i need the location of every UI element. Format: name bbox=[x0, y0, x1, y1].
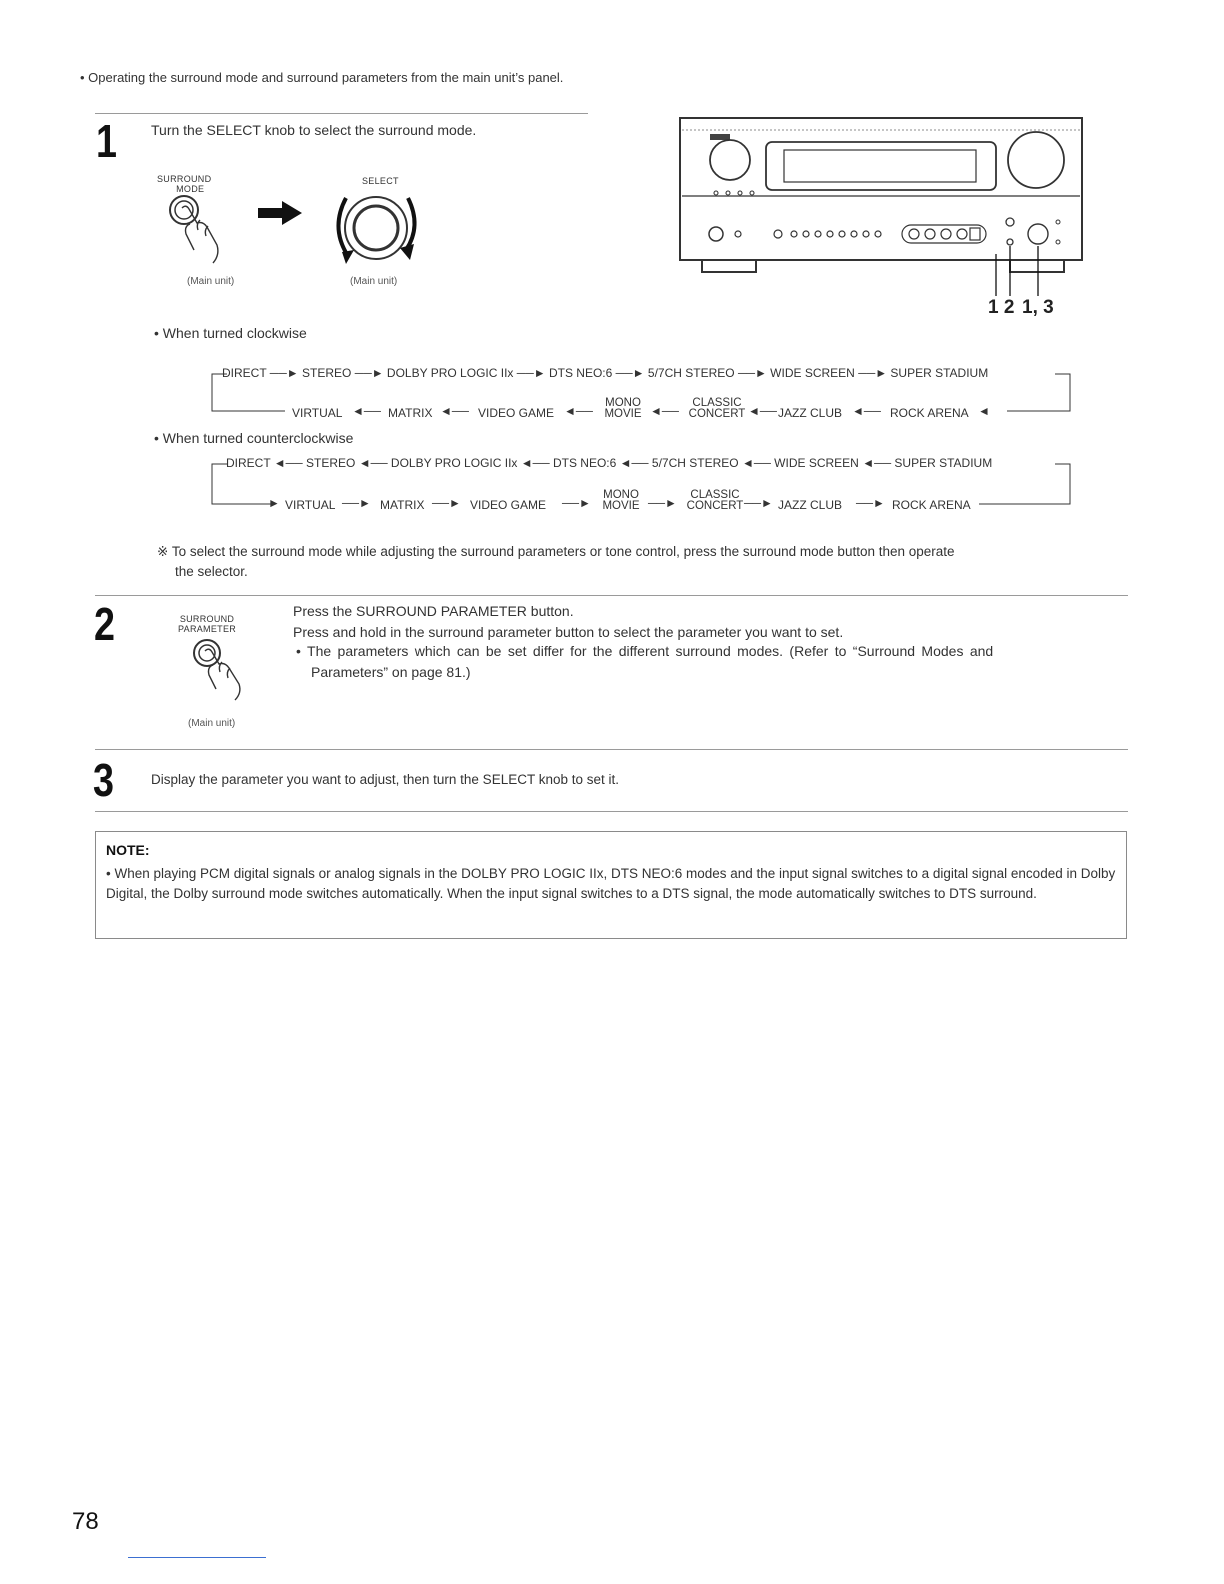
arrow-left-icon: ◄── bbox=[564, 404, 593, 418]
ccw-jazz-club: JAZZ CLUB bbox=[778, 498, 843, 512]
cw-classic-concert: CLASSIC CONCERT bbox=[688, 397, 746, 420]
cw-super-stadium: SUPER STADIUM bbox=[890, 366, 989, 380]
ccw-mono-movie: MONO MOVIE bbox=[602, 489, 640, 512]
surround-parameter-label: SURROUND PARAMETER bbox=[178, 614, 237, 634]
surround-mode-label: SURROUND MODE bbox=[157, 174, 212, 194]
step1-top-rule bbox=[95, 113, 588, 114]
step3-top-rule bbox=[95, 749, 1128, 750]
callout-label-b: 1, 3 bbox=[1022, 297, 1054, 318]
arrow-left-icon: ◄── bbox=[358, 456, 391, 470]
display-window-outer bbox=[766, 142, 996, 190]
select-knob-inner bbox=[354, 206, 398, 250]
step3-number: 3 bbox=[93, 754, 114, 806]
arrow-right-icon: ──► bbox=[342, 496, 371, 510]
ccw-wide-screen: WIDE SCREEN bbox=[774, 456, 859, 470]
arrow-left-icon: ◄── bbox=[520, 456, 553, 470]
counterclockwise-heading: • When turned counterclockwise bbox=[154, 430, 354, 446]
callout-label-a: 1 2 bbox=[988, 297, 1015, 318]
surround-mode-button bbox=[1006, 218, 1014, 226]
arrow-right-icon: ──► bbox=[562, 496, 591, 510]
arrow-right-icon: ──► bbox=[516, 366, 549, 380]
ccw-video-game: VIDEO GAME bbox=[470, 498, 547, 512]
select-knob bbox=[1028, 224, 1048, 244]
left-foot bbox=[702, 260, 756, 272]
phones-jack bbox=[735, 231, 741, 237]
front-jack-cluster bbox=[902, 225, 986, 243]
step1-instruction: Turn the SELECT knob to select the surround mode. bbox=[151, 122, 477, 138]
ccw-matrix: MATRIX bbox=[380, 498, 425, 512]
cw-virtual: VIRTUAL bbox=[292, 406, 343, 420]
arrow-right-icon: ──► bbox=[737, 366, 771, 380]
cw-dolby-pl2x: DOLBY PRO LOGIC IIx bbox=[386, 366, 514, 380]
step2-line3: • The parameters which can be set differ for the different surround modes. (Refer to “Surround Modes and bbox=[296, 643, 994, 659]
display-window-inner bbox=[784, 150, 976, 182]
surround-mode-button-illustration bbox=[160, 190, 260, 270]
left-knob bbox=[710, 140, 750, 180]
step2-number: 2 bbox=[94, 598, 115, 650]
cw-rock-arena: ROCK ARENA bbox=[890, 406, 969, 420]
step2-line1: Press the SURROUND PARAMETER button. bbox=[293, 603, 574, 619]
cw-stereo: STEREO bbox=[302, 366, 352, 380]
arrow-right-icon: ──► bbox=[856, 496, 885, 510]
arrow-left-icon: ◄── bbox=[619, 456, 652, 470]
pointing-hand-icon bbox=[182, 206, 218, 263]
step2-caption: (Main unit) bbox=[188, 718, 236, 729]
surround-parameter-button-illustration bbox=[192, 636, 272, 706]
arrow-left-icon: ◄── bbox=[748, 404, 777, 418]
page-number: 78 bbox=[72, 1508, 99, 1535]
ccw-57ch-stereo: 5/7CH STEREO bbox=[651, 456, 739, 470]
cw-matrix: MATRIX bbox=[388, 406, 433, 420]
arrow-left-icon: ◄── bbox=[852, 404, 881, 418]
caption-main-unit-left: (Main unit) bbox=[187, 276, 235, 287]
cw-wide-screen: WIDE SCREEN bbox=[770, 366, 855, 380]
caption-main-unit-right: (Main unit) bbox=[350, 276, 398, 287]
power-button bbox=[709, 227, 723, 241]
rotate-left-arrow-icon bbox=[338, 198, 348, 256]
ccw-direct: DIRECT bbox=[226, 456, 271, 470]
cw-57ch-stereo: 5/7CH STEREO bbox=[647, 366, 735, 380]
arrow-right-icon: ──► bbox=[744, 496, 773, 510]
arrow-left-icon: ◄── bbox=[650, 404, 679, 418]
arrow-right-icon: ──► bbox=[648, 496, 677, 510]
arrow-right-icon: ► bbox=[268, 496, 280, 510]
right-foot bbox=[1010, 260, 1064, 272]
small-buttons-top bbox=[714, 191, 754, 195]
arrow-left-icon: ◄ bbox=[978, 404, 990, 418]
step2-top-rule bbox=[95, 595, 1128, 596]
ccw-dts-neo6: DTS NEO:6 bbox=[552, 456, 617, 470]
step3-text: Display the parameter you want to adjust, then turn the SELECT knob to set it. bbox=[151, 772, 620, 787]
right-arrow-icon bbox=[258, 201, 304, 225]
arrow-right-icon: ──► bbox=[354, 366, 387, 380]
arrow-right-icon: ──► bbox=[615, 366, 648, 380]
receiver-body bbox=[680, 118, 1082, 260]
arrow-left-icon: ◄── bbox=[273, 456, 307, 470]
pointing-hand-icon bbox=[205, 649, 240, 700]
ccw-classic-concert: CLASSIC CONCERT bbox=[686, 489, 744, 512]
note-text: • When playing PCM digital signals or analog signals in the DOLBY PRO LOGIC IIx, DTS NEO:6 modes and the input signal switches to a digital signal encoded in Dolby Digital, the Dolby surround mode switches automatically. When the input signal switches to a DTS signal, the mode automatically switches to DTS surround. bbox=[106, 866, 1116, 901]
arrow-right-icon: ──► bbox=[269, 366, 303, 380]
step1-note-line1: ※ To select the surround mode while adjusting the surround parameters or tone control, press the surround mode button then operate bbox=[157, 544, 955, 559]
arrow-right-icon: ──► bbox=[858, 366, 891, 380]
step1-note-line2: the selector. bbox=[175, 564, 248, 579]
cw-dts-neo6: DTS NEO:6 bbox=[548, 366, 613, 380]
front-button-row bbox=[774, 230, 881, 238]
brand-logo bbox=[710, 134, 730, 140]
cw-row1 bbox=[222, 366, 988, 380]
step2-line4: Parameters” on page 81.) bbox=[311, 664, 471, 680]
step3-bottom-rule bbox=[95, 811, 1128, 812]
step2-line2: Press and hold in the surround parameter button to select the parameter you want to set. bbox=[293, 624, 844, 640]
cw-jazz-club: JAZZ CLUB bbox=[778, 406, 843, 420]
note-title: NOTE: bbox=[106, 842, 150, 858]
ccw-virtual: VIRTUAL bbox=[285, 498, 336, 512]
ccw-dolby-pl2x: DOLBY PRO LOGIC IIx bbox=[390, 456, 518, 470]
right-knob bbox=[1008, 132, 1064, 188]
ccw-rock-arena: ROCK ARENA bbox=[892, 498, 971, 512]
surround-mode-button-outer bbox=[170, 196, 198, 224]
select-knob-label: SELECT bbox=[362, 176, 399, 186]
cw-direct: DIRECT bbox=[222, 366, 267, 380]
arrow-left-icon: ◄── bbox=[352, 404, 381, 418]
arrow-right-icon: ──► bbox=[432, 496, 461, 510]
arrow-left-icon: ◄── bbox=[862, 456, 895, 470]
clockwise-heading: • When turned clockwise bbox=[154, 325, 307, 341]
arrow-left-icon: ◄── bbox=[741, 456, 775, 470]
select-knob-illustration bbox=[324, 186, 434, 268]
ccw-super-stadium: SUPER STADIUM bbox=[894, 456, 993, 470]
footer-link-underline bbox=[128, 1557, 266, 1558]
cw-mono-movie: MONO MOVIE bbox=[604, 397, 642, 420]
cw-video-game: VIDEO GAME bbox=[478, 406, 555, 420]
intro-text: • Operating the surround mode and surround parameters from the main unit’s panel. bbox=[80, 70, 564, 85]
receiver-front-panel-illustration bbox=[680, 118, 1084, 278]
note-box bbox=[95, 831, 1127, 939]
arrow-left-icon: ◄── bbox=[440, 404, 469, 418]
ccw-stereo: STEREO bbox=[306, 456, 356, 470]
surround-parameter-button bbox=[1007, 239, 1013, 245]
step1-number: 1 bbox=[96, 115, 117, 167]
ccw-row1 bbox=[226, 456, 992, 470]
